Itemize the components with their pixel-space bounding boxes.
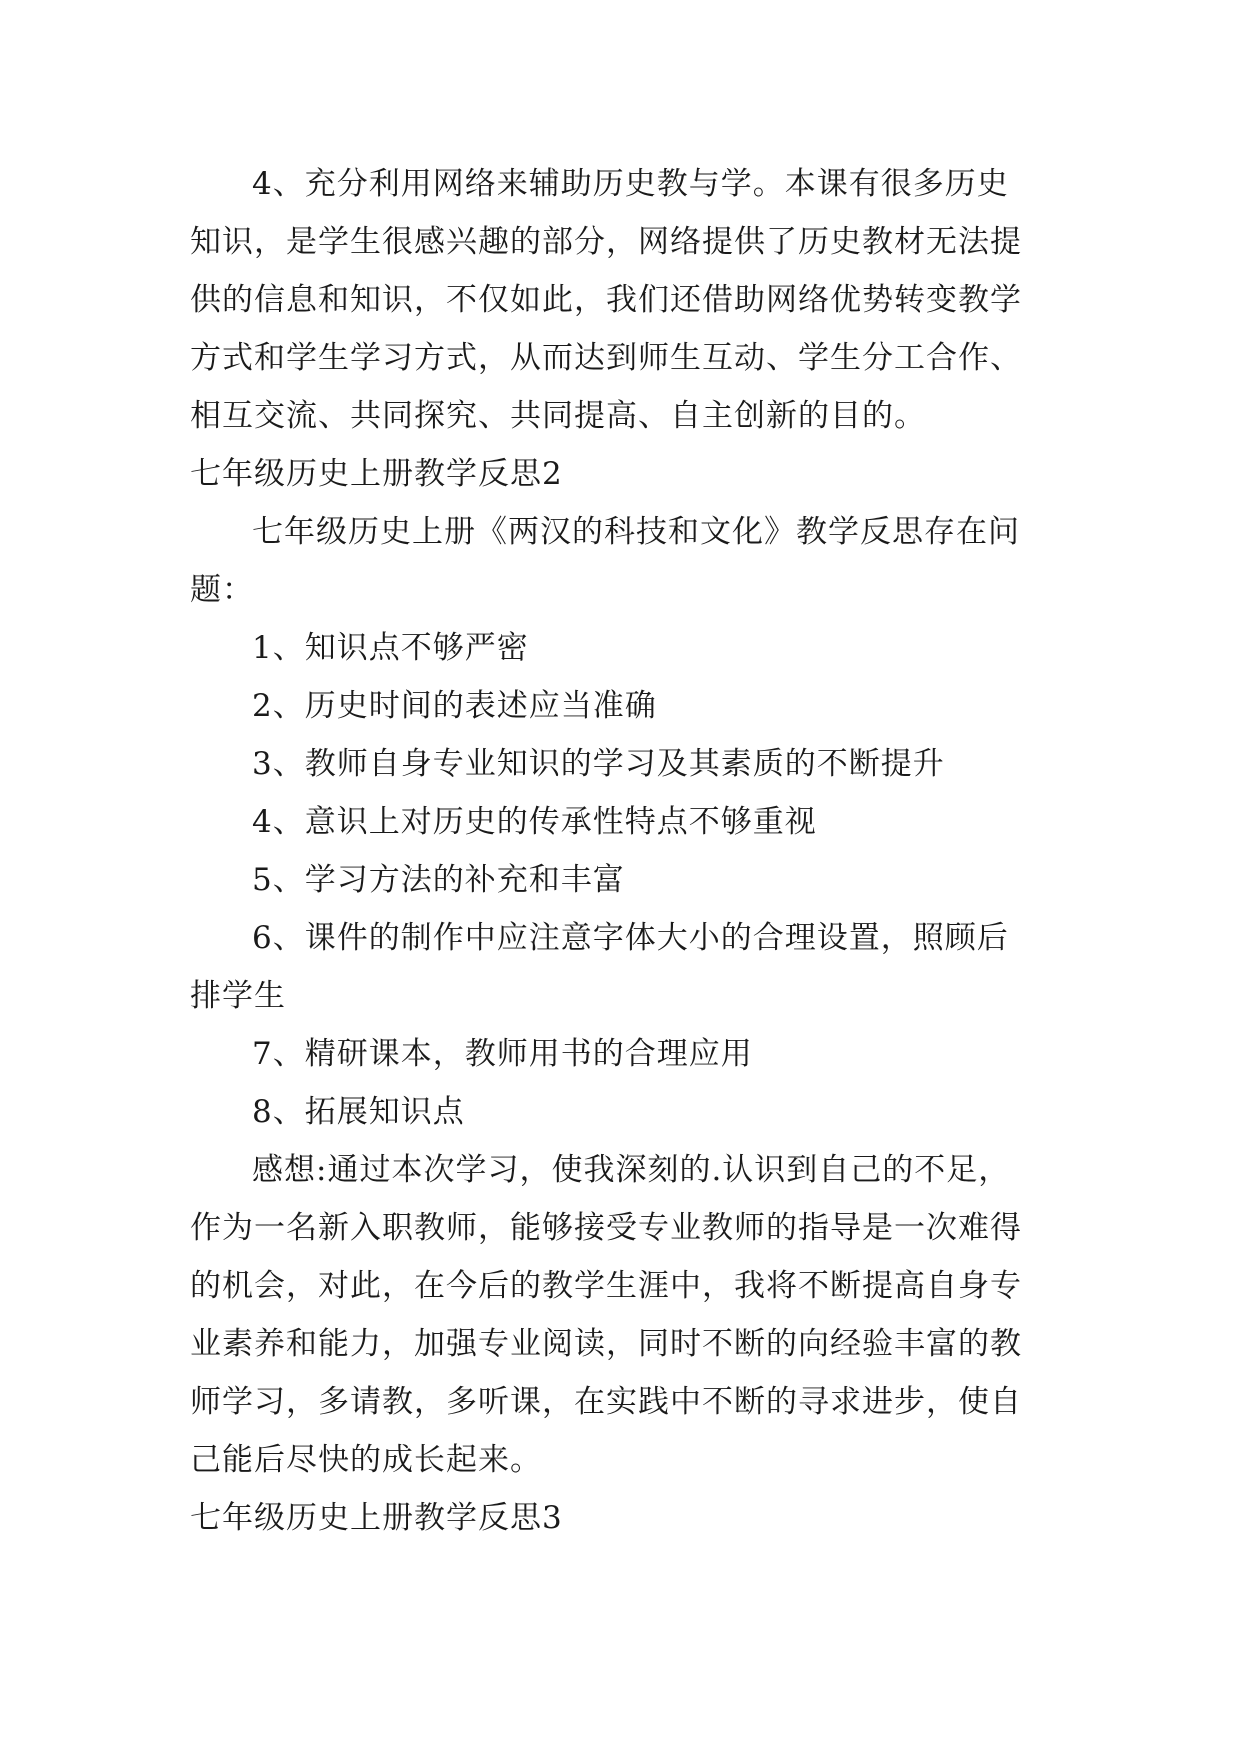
paragraph-line: 方式和学生学习方式，从而达到师生互动、学生分工合作、	[190, 340, 1022, 376]
paragraph-line: 己能后尽快的成长起来。	[190, 1442, 542, 1478]
list-item: 8、拓展知识点	[252, 1094, 465, 1130]
paragraph-line: 业素养和能力，加强专业阅读，同时不断的向经验丰富的教	[190, 1326, 1022, 1362]
paragraph-line: 感想:通过本次学习，使我深刻的.认识到自己的不足，	[252, 1152, 1011, 1188]
paragraph-line: 的机会，对此，在今后的教学生涯中，我将不断提高自身专	[190, 1268, 1022, 1304]
list-item: 1、知识点不够严密	[252, 630, 529, 666]
paragraph-line: 4、充分利用网络来辅助历史教与学。本课有很多历史	[252, 166, 1009, 202]
list-item-continuation: 排学生	[190, 978, 286, 1014]
paragraph-line: 供的信息和知识，不仅如此，我们还借助网络优势转变教学	[190, 282, 1022, 318]
paragraph-line: 相互交流、共同探究、共同提高、自主创新的目的。	[190, 398, 926, 434]
paragraph-line: 师学习，多请教，多听课，在实践中不断的寻求进步，使自	[190, 1384, 1022, 1420]
paragraph-line: 作为一名新入职教师，能够接受专业教师的指导是一次难得	[190, 1210, 1022, 1246]
list-item: 2、历史时间的表述应当准确	[252, 688, 657, 724]
section-heading: 七年级历史上册教学反思3	[190, 1500, 563, 1536]
paragraph-line: 知识，是学生很感兴趣的部分，网络提供了历史教材无法提	[190, 224, 1022, 260]
list-item: 3、教师自身专业知识的学习及其素质的不断提升	[252, 746, 945, 782]
list-item: 7、精研课本，教师用书的合理应用	[252, 1036, 753, 1072]
document-body	[190, 155, 1070, 1547]
list-item: 5、学习方法的补充和丰富	[252, 862, 625, 898]
list-item: 4、意识上对历史的传承性特点不够重视	[252, 804, 817, 840]
paragraph-line: 七年级历史上册《两汉的科技和文化》教学反思存在问	[252, 514, 1020, 550]
list-item: 6、课件的制作中应注意字体大小的合理设置，照顾后	[252, 920, 1009, 956]
section-heading: 七年级历史上册教学反思2	[190, 456, 563, 492]
paragraph-line: 题：	[190, 572, 254, 608]
